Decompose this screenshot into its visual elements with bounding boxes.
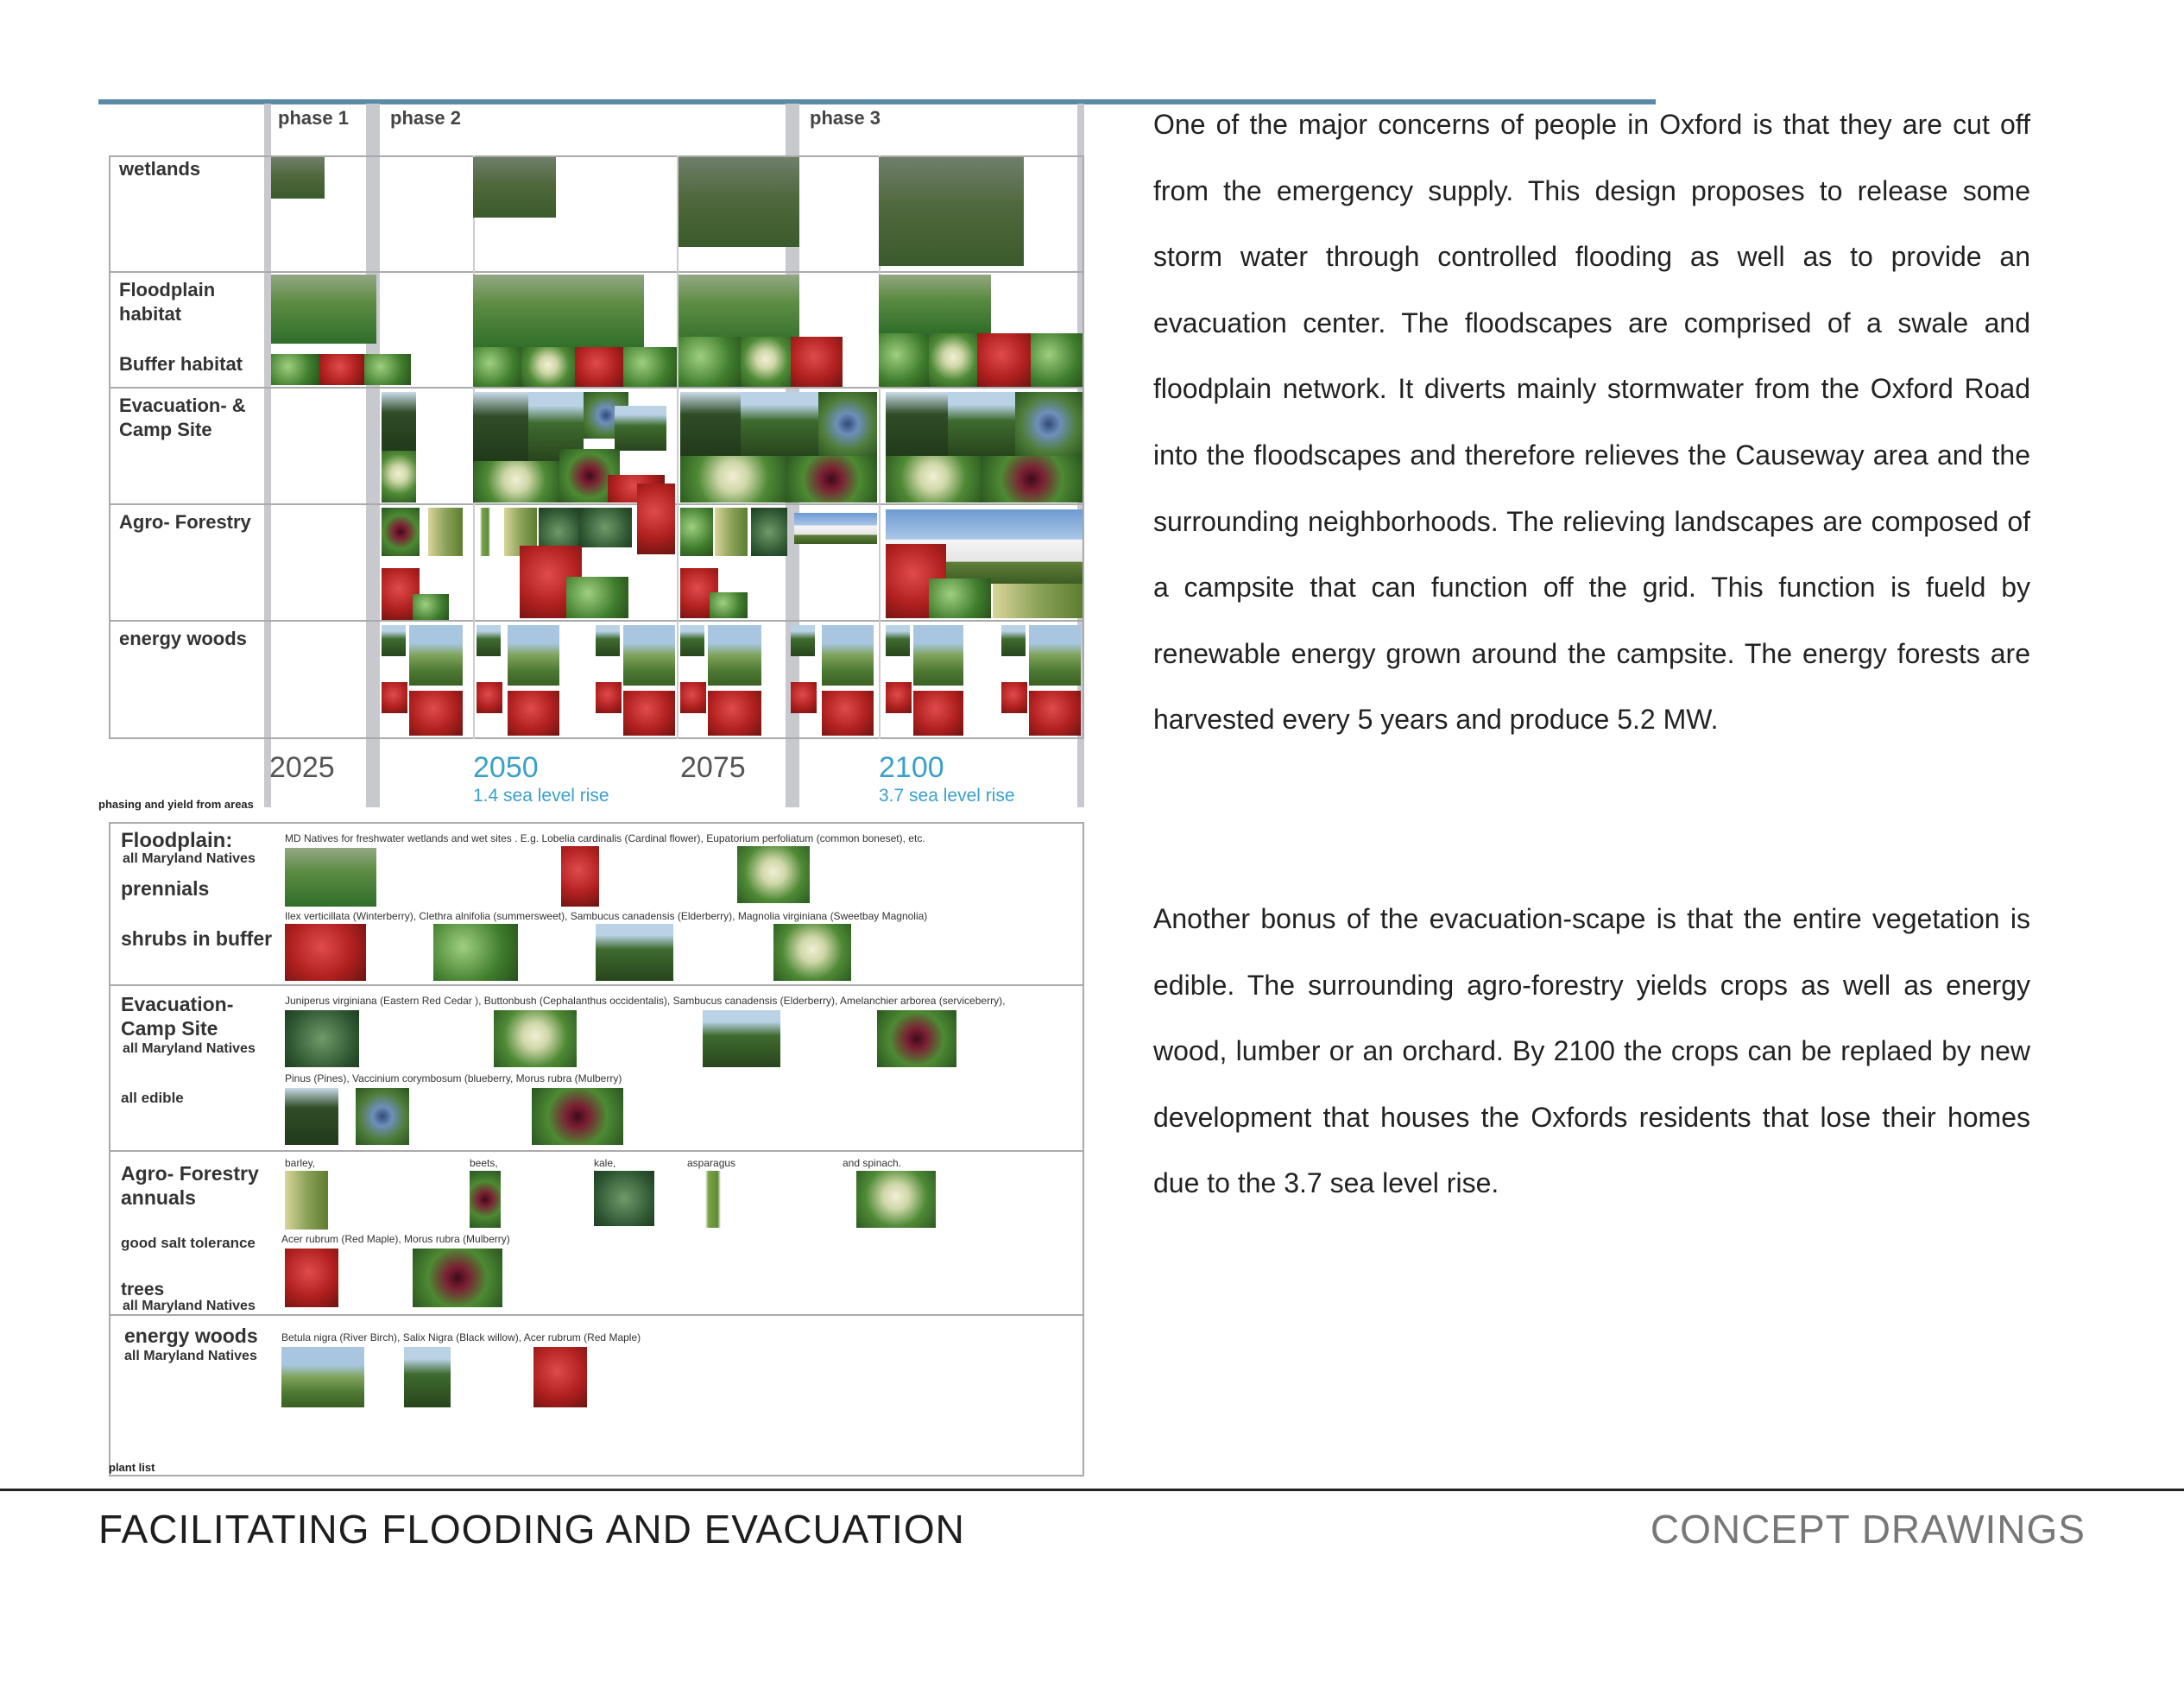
energy-wood-photo	[382, 682, 407, 713]
energy-wood-photo	[1001, 625, 1026, 656]
plant-edible-label: all edible	[121, 1090, 184, 1106]
footer-rule	[0, 1489, 2184, 1491]
row-label-evacuation: Evacuation- & Camp Site	[119, 395, 246, 440]
plant-photo	[773, 924, 851, 981]
plant-photo	[737, 846, 810, 903]
plant-photo	[877, 1010, 956, 1067]
plant-photo	[404, 1347, 451, 1407]
plant-evacuation-title2: Camp Site	[121, 1017, 218, 1040]
crop-spinach: and spinach.	[843, 1157, 902, 1169]
wetland-photo	[271, 157, 325, 199]
energy-wood-photo	[822, 691, 874, 736]
energy-wood-photo	[382, 625, 406, 656]
energy-wood-photo	[886, 625, 910, 656]
row-divider	[109, 271, 1084, 273]
phase-3-label: phase 3	[810, 107, 881, 129]
evacuation-photo	[886, 456, 981, 503]
energy-wood-photo	[680, 682, 706, 713]
footer-title: FACILITATING FLOODING AND EVACUATION	[98, 1507, 965, 1552]
energy-wood-photo	[409, 625, 463, 686]
buffer-photo	[1031, 333, 1083, 387]
crop-kale: kale,	[594, 1157, 616, 1169]
plant-list-divider	[109, 984, 1084, 986]
plant-evacuation-caption: Juniperus virginiana (Eastern Red Cedar ), Buttonbush (Cephalanthus occidentalis), Sambucus canadensis (Elderberry), Amelanchier arborea (serviceberry),	[285, 995, 1006, 1007]
evacuation-photo	[382, 392, 416, 451]
energy-wood-photo	[913, 625, 963, 686]
evacuation-photo	[741, 392, 818, 456]
year-2075: 2075	[680, 751, 746, 784]
plant-photo	[285, 1171, 328, 1230]
plant-agro-title: Agro- Forestry	[121, 1162, 259, 1185]
agro-photo	[475, 508, 496, 556]
plant-photo	[594, 1171, 654, 1226]
plant-photo	[532, 1088, 623, 1145]
buffer-photo	[319, 354, 364, 385]
buffer-photo	[879, 333, 929, 387]
row-label-energy-woods: energy woods	[119, 628, 247, 649]
paragraph-concerns: One of the major concerns of people in Oxford is that they are cut off from the emergency supply. This design proposes to release some storm water through controlled flooding as well as to provide an evacuation center. The floodscapes are comprised of a swale and floodplain network. It diverts mainly stormwater from the Oxford Road into the floodscapes and therefore relieves the Causeway area and the surrounding neighborhoods. The relieving landscapes are composed of a campsite that can function off the grid. This function is fueld by renewable energy grown around the campsite. The energy forests are harvested every 5 years and produce 5.2 MW.	[1153, 109, 2030, 736]
row-label-buffer: Buffer habitat	[119, 353, 243, 375]
plant-photo	[433, 924, 518, 981]
wetland-photo	[679, 157, 799, 247]
row-label-wetlands: wetlands	[119, 158, 201, 180]
evacuation-photo	[473, 461, 559, 503]
row-label-agro-forestry: Agro- Forestry	[119, 511, 251, 533]
plant-perennials-label: prennials	[121, 877, 210, 900]
agro-photo	[993, 584, 1083, 618]
plant-photo	[281, 1347, 364, 1407]
plant-list-divider	[109, 1314, 1084, 1316]
plant-photo	[285, 848, 376, 907]
plant-photo	[285, 1010, 359, 1067]
plant-salt-label: good salt tolerance	[121, 1235, 256, 1251]
plant-photo	[413, 1249, 502, 1307]
plant-list-divider	[109, 1150, 1084, 1152]
evacuation-photo	[680, 456, 786, 503]
energy-wood-photo	[1029, 691, 1081, 736]
agro-photo	[578, 508, 632, 547]
plant-shrubs-caption: Ilex verticillata (Winterberry), Clethra alnifolia (summersweet), Sambucus canadensis (Elderberry), Magnolia virginiana (Sweetbay Magnolia)	[285, 910, 928, 922]
energy-wood-photo	[913, 691, 963, 736]
evacuation-photo	[786, 456, 877, 503]
buffer-photo	[977, 333, 1031, 387]
year-2050: 2050	[473, 751, 539, 784]
buffer-photo	[679, 337, 741, 387]
buffer-photo	[521, 347, 575, 387]
buffer-photo	[929, 333, 977, 387]
evacuation-photo	[473, 392, 528, 461]
agro-photo	[566, 577, 628, 618]
sea-level-2050: 1.4 sea level rise	[473, 786, 609, 806]
plant-list-caption: plant list	[109, 1461, 155, 1474]
plant-trees-sub: all Maryland Natives	[123, 1299, 256, 1313]
agro-photo	[428, 508, 463, 556]
plant-floodplain-sub: all Maryland Natives	[123, 851, 256, 866]
energy-wood-photo	[623, 691, 675, 736]
evacuation-photo	[818, 392, 877, 456]
phase-1-label: phase 1	[278, 107, 349, 129]
agro-photo	[680, 508, 713, 556]
plant-photo	[494, 1010, 577, 1067]
plant-photo	[697, 1171, 729, 1228]
energy-wood-photo	[409, 691, 463, 736]
energy-wood-photo	[508, 625, 559, 686]
energy-wood-photo	[477, 625, 501, 656]
plant-photo	[285, 1249, 338, 1307]
agro-photo	[710, 592, 748, 618]
crop-barley: barley,	[285, 1157, 316, 1169]
buffer-photo	[741, 337, 791, 387]
floodplain-photo	[473, 275, 644, 349]
sea-level-2100: 3.7 sea level rise	[879, 786, 1015, 806]
row-label-floodplain: Floodplain habitat	[119, 279, 216, 325]
plant-energy-caption: Betula nigra (River Birch), Salix Nigra (Black willow), Acer rubrum (Red Maple)	[281, 1331, 641, 1343]
energy-wood-photo	[1029, 625, 1081, 686]
wetland-photo	[879, 157, 1024, 266]
agro-photo	[413, 594, 449, 620]
energy-wood-photo	[508, 691, 559, 736]
buffer-photo	[791, 337, 843, 387]
agro-photo	[715, 508, 748, 556]
evacuation-photo	[382, 451, 416, 503]
agro-photo	[751, 508, 787, 556]
plant-evacuation-title: Evacuation-	[121, 993, 234, 1015]
agro-photo	[794, 513, 877, 544]
plant-energy-title: energy woods	[124, 1324, 258, 1347]
energy-wood-photo	[886, 682, 912, 713]
phasing-caption: phasing and yield from areas	[98, 798, 254, 811]
row-divider	[109, 620, 1084, 622]
plant-perennials-caption: MD Natives for freshwater wetlands and wet sites . E.g. Lobelia cardinalis (Cardinal flower), Eupatorium perfoliatum (common boneset), etc.	[285, 832, 925, 844]
wetland-photo	[473, 157, 556, 218]
evacuation-photo	[680, 392, 741, 456]
row-divider	[109, 503, 1084, 505]
plant-energy-sub: all Maryland Natives	[124, 1349, 257, 1363]
plant-photo	[356, 1088, 409, 1145]
row-divider	[109, 387, 1084, 389]
buffer-photo	[623, 347, 677, 387]
plant-shrubs-label: shrubs in buffer	[121, 927, 273, 950]
plant-photo	[533, 1347, 587, 1407]
energy-wood-photo	[596, 682, 622, 713]
energy-wood-photo	[596, 625, 620, 656]
energy-wood-photo	[791, 625, 815, 656]
evacuation-photo	[1015, 392, 1083, 456]
plant-edible-caption: Pinus (Pines), Vaccinium corymbosum (blueberry, Morus rubra (Mulberry)	[285, 1072, 622, 1084]
crop-beets: beets,	[470, 1157, 498, 1169]
energy-wood-photo	[791, 682, 817, 713]
plant-agro-annuals: annuals	[121, 1186, 196, 1209]
crop-asparagus: asparagus	[687, 1157, 736, 1169]
agro-photo	[637, 484, 675, 554]
phase-2-label: phase 2	[390, 107, 461, 129]
buffer-photo	[473, 347, 521, 387]
energy-wood-photo	[708, 691, 761, 736]
plant-photo	[470, 1171, 501, 1228]
plant-evacuation-sub: all Maryland Natives	[123, 1041, 256, 1056]
energy-wood-photo	[708, 625, 761, 686]
buffer-photo	[271, 354, 319, 385]
evacuation-photo	[886, 392, 948, 456]
year-2025: 2025	[269, 751, 335, 784]
paragraph-bonus: Another bonus of the evacuation-scape is that the entire vegetation is edible. The surrounding agro-forestry yields crops as well as energy wood, lumber or an orchard. By 2100 the crops can be replaed by new development that houses the Oxfords residents that lose their homes due to the 3.7 sea level rise.	[1153, 903, 2030, 1199]
energy-wood-photo	[1001, 682, 1027, 713]
year-2100: 2100	[879, 751, 944, 784]
plant-photo	[596, 924, 673, 981]
plant-photo	[703, 1010, 780, 1067]
floodplain-photo	[271, 275, 376, 344]
plant-trees-caption: Acer rubrum (Red Maple), Morus rubra (Mulberry)	[281, 1233, 510, 1245]
buffer-photo	[364, 354, 411, 385]
plant-photo	[285, 924, 366, 981]
footer-section: CONCEPT DRAWINGS	[1650, 1507, 2086, 1552]
plant-photo	[285, 1088, 338, 1145]
agro-photo	[929, 578, 991, 618]
evacuation-photo	[948, 392, 1015, 456]
energy-wood-photo	[680, 625, 704, 656]
energy-wood-photo	[623, 625, 675, 686]
energy-wood-photo	[822, 625, 874, 686]
agro-photo	[382, 508, 420, 556]
evacuation-photo	[615, 406, 666, 451]
plant-photo	[856, 1171, 936, 1228]
buffer-photo	[575, 347, 623, 387]
plant-trees-label: trees	[121, 1280, 165, 1299]
floodplain-photo	[879, 275, 991, 333]
plant-floodplain-title: Floodplain:	[121, 829, 233, 852]
energy-wood-photo	[477, 682, 502, 713]
evacuation-photo	[981, 456, 1083, 503]
plant-photo	[561, 846, 599, 907]
